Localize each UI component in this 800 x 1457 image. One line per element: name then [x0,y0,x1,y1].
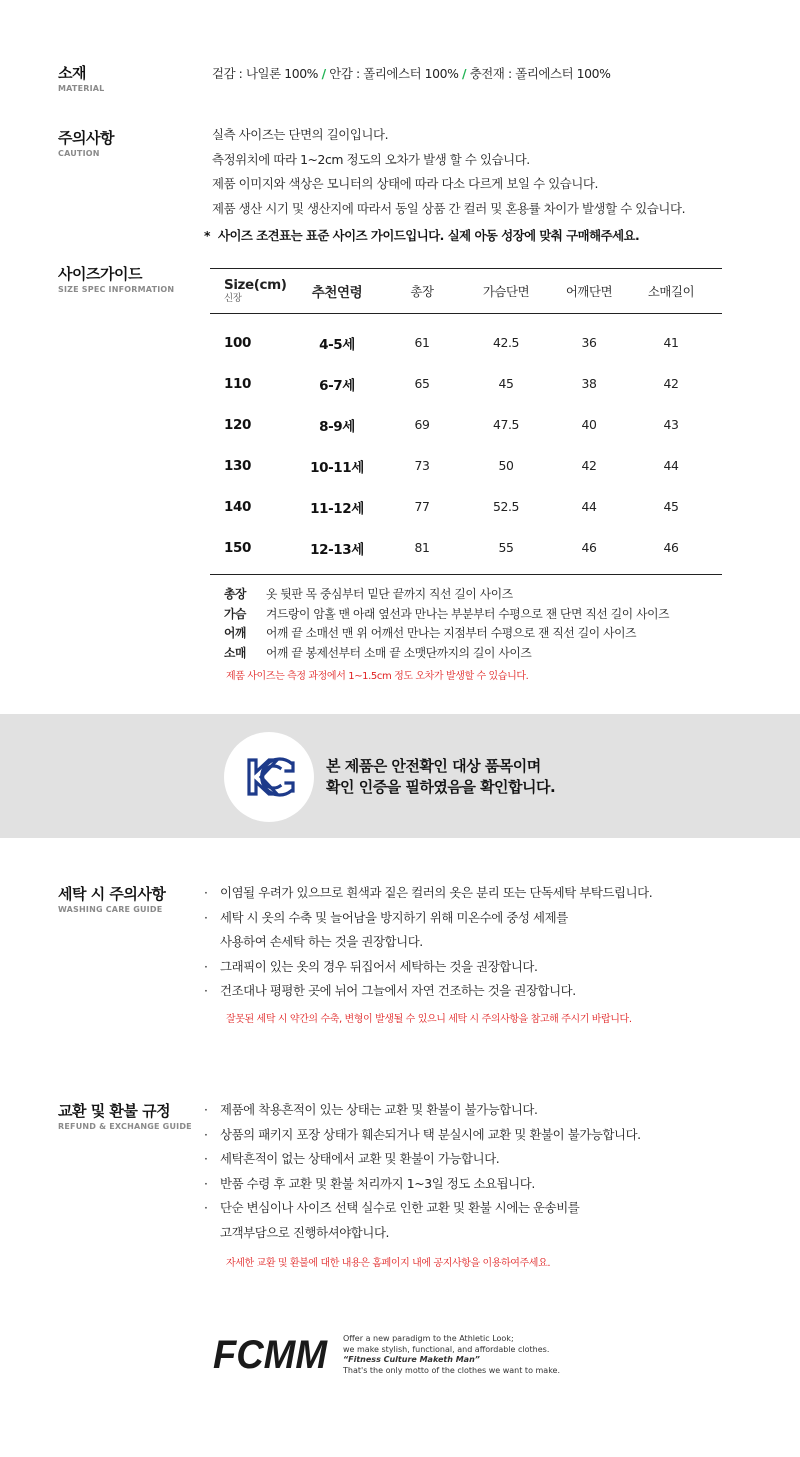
size-guide-title [58,265,174,295]
kc-line-1: 본 제품은 안전확인 대상 품목이며 [326,757,541,775]
cell-length: 69 [414,417,430,432]
cell-size: 130 [224,457,251,474]
bullet-mark: · [204,983,208,998]
definition-desc: 겨드랑이 암홀 맨 아래 옆선과 만나는 부분부터 수평으로 잰 단면 직선 길이 사이즈 [266,606,670,621]
cell-length: 65 [414,376,430,391]
cell-age: 11-12세 [310,500,364,517]
list-item-text: 건조대나 평평한 곳에 뉘어 그늘에서 자연 건조하는 것을 권장합니다. [220,983,576,998]
kc-statement [326,756,555,798]
definition-desc: 어깨 끝 봉제선부터 소매 끝 소맷단까지의 길이 사이즈 [266,645,532,660]
caution-line: 제품 생산 시기 및 생산지에 따라서 동일 상품 간 컬러 및 혼용률 차이가 발생할 수 있습니다. [212,200,686,216]
material-title [58,64,104,94]
cell-chest: 42.5 [493,335,519,350]
cell-shoulder: 40 [581,417,597,432]
table-row [210,363,722,404]
cell-age: 4-5세 [319,336,355,353]
list-item [204,979,652,1004]
list-item-continued [204,930,652,955]
header-sleeve: 소매길이 [647,284,695,299]
bullet-mark: · [204,958,208,974]
caution-title [58,129,114,159]
kc-line-2: 확인 인증을 필하였음을 확인합니다. [326,778,556,796]
table-row [210,486,722,527]
material-lining: 안감 : 폴리에스터 100% [329,66,459,81]
cell-age: 8-9세 [319,418,355,435]
cell-shoulder: 44 [581,499,597,514]
list-item-text: 반품 수령 후 교환 및 환불 처리까지 1~3일 정도 소요됩니다. [220,1175,535,1191]
refund-title [58,1102,192,1132]
bullet-mark: · [204,909,208,925]
fcmm-logo-text: FCMM [213,1333,329,1374]
kc-certification-band [0,714,800,838]
header-size-label: Size(cm) [224,277,287,293]
material-composition [212,62,611,87]
header-chest: 가슴단면 [482,284,530,299]
washing-red-note: 잘못된 세탁 시 약간의 수축, 변형이 발생될 수 있으니 세탁 시 주의사항을 참고해 주시기 바랍니다. [226,1014,632,1025]
caution-line: 제품 이미지와 색상은 모니터의 상태에 따라 다소 다르게 보일 수 있습니다. [212,176,599,191]
cell-length: 61 [414,335,430,350]
caution-lines [212,123,685,221]
size-table [210,268,722,575]
table-row [210,322,722,363]
definition-desc: 옷 뒷판 목 중심부터 밑단 끝까지 직선 길이 사이즈 [266,587,513,601]
cell-chest: 47.5 [493,417,519,432]
caution-title-en: CAUTION [58,149,100,158]
kc-mark-icon [224,732,314,822]
cell-chest: 50 [498,458,514,473]
size-guide-title-en: SIZE SPEC INFORMATION [58,285,175,294]
list-item [204,1123,641,1148]
material-separator: / [462,66,467,81]
cell-length: 81 [414,540,430,555]
list-item [204,1147,641,1172]
material-outer: 겉감 : 나일론 100% [212,66,319,81]
refund-red-note: 자세한 교환 및 환불에 대한 내용은 홈페이지 내에 공지사항을 이용하여주세요. [226,1258,551,1269]
bullet-mark: · [204,1126,208,1142]
caution-line: 실측 사이즈는 단면의 길이입니다. [212,127,389,142]
fcmm-logo [210,1330,330,1374]
material-separator: / [321,66,326,81]
list-item [204,906,652,931]
washing-title [58,885,165,915]
cell-age: 10-11세 [310,459,364,476]
list-item-text: 단순 변심이나 사이즈 선택 실수로 인한 교환 및 환불 시에는 운송비를 [220,1200,580,1215]
definition-item [224,585,669,605]
list-item-text: 세탁 시 옷의 수축 및 늘어남을 방지하기 위해 미온수에 중성 세제를 [220,909,568,925]
cell-sleeve: 45 [663,499,679,514]
washing-title-ko: 세탁 시 주의사항 [58,885,166,903]
table-row [210,404,722,445]
bullet-mark: · [204,1151,208,1166]
list-item-continued [204,1221,641,1246]
list-item-text: 이염될 우려가 있으므로 흰색과 짙은 컬러의 옷은 분리 또는 단독세탁 부탁드립니다. [220,885,653,900]
list-item-text: 상품의 패키지 포장 상태가 훼손되거나 택 분실시에 교환 및 환불이 불가능합니다. [220,1126,641,1142]
table-row [210,527,722,568]
list-item [204,1098,641,1123]
definition-term: 어깨 [224,626,246,640]
cell-shoulder: 38 [581,376,597,391]
cell-size: 150 [224,539,251,556]
header-size-sub: 신장 [224,293,242,304]
cell-age: 12-13세 [310,541,364,558]
cell-shoulder: 46 [581,540,597,555]
table-row [210,445,722,486]
brand-tagline [343,1334,560,1376]
definition-term: 소매 [224,645,246,660]
cell-chest: 45 [498,376,514,391]
size-red-note: 제품 사이즈는 측정 과정에서 1~1.5cm 정도 오차가 발생할 수 있습니다. [226,671,529,682]
cell-size: 140 [224,498,251,515]
cell-chest: 55 [498,540,514,555]
material-title-ko: 소재 [58,64,86,82]
cell-shoulder: 36 [581,335,597,350]
definition-item [224,624,669,644]
cell-age: 6-7세 [319,377,355,394]
cell-sleeve: 43 [663,417,679,432]
header-age: 추천연령 [311,285,363,301]
header-length: 총장 [410,284,434,299]
tagline-line: That's the only motto of the clothes we want to make. [343,1365,561,1375]
list-item-text: 고객부담으로 진행하셔야합니다. [220,1224,390,1240]
caution-line: 측정위치에 따라 1~2cm 정도의 오차가 발생 할 수 있습니다. [212,151,530,167]
header-shoulder: 어깨단면 [565,284,613,299]
definition-item [224,605,669,625]
caution-note [204,226,639,244]
cell-length: 73 [414,458,430,473]
cell-size: 100 [224,334,251,351]
list-item [204,955,652,980]
header-size [210,277,287,304]
note-mark: * [204,228,210,243]
tagline-line: we make stylish, functional, and affordable clothes. [343,1344,550,1354]
cell-length: 77 [414,499,430,514]
cell-sleeve: 44 [663,458,679,473]
refund-title-en: REFUND & EXCHANGE GUIDE [58,1122,192,1131]
cell-sleeve: 41 [663,335,679,350]
bullet-mark: · [204,885,208,900]
definition-item [224,644,669,664]
cell-shoulder: 42 [581,458,597,473]
definition-desc: 어깨 끝 소매선 맨 위 어깨선 만나는 지점부터 수평으로 잰 직선 길이 사이즈 [266,626,637,640]
size-table-header [210,269,722,314]
size-guide-title-ko: 사이즈가이드 [58,265,142,283]
kc-logo-circle [224,732,314,822]
cell-size: 120 [224,416,251,433]
definition-term: 가슴 [224,606,246,621]
tagline-motto: “Fitness Culture Maketh Man” [343,1355,480,1364]
caution-title-ko: 주의사항 [58,129,114,147]
tagline-line: Offer a new paradigm to the Athletic Look; [343,1334,514,1343]
refund-list [204,1098,641,1245]
note-text: 사이즈 조견표는 표준 사이즈 가이드입니다. 실제 아동 성장에 맞춰 구매해주세요. [217,228,640,243]
cell-sleeve: 46 [663,540,679,555]
material-title-en: MATERIAL [58,84,105,93]
list-item-text: 사용하여 손세탁 하는 것을 권장합니다. [220,934,423,949]
bullet-mark: · [204,1102,208,1117]
cell-size: 110 [224,375,251,392]
material-filling: 충전재 : 폴리에스터 100% [469,66,611,81]
definition-term: 총장 [224,587,246,601]
bullet-mark: · [204,1175,208,1191]
washing-list [204,881,652,1004]
list-item [204,1172,641,1197]
size-definitions [224,585,669,663]
bullet-mark: · [204,1200,208,1215]
list-item-text: 그래픽이 있는 옷의 경우 뒤집어서 세탁하는 것을 권장합니다. [220,958,538,974]
list-item [204,881,652,906]
list-item-text: 제품에 착용흔적이 있는 상태는 교환 및 환불이 불가능합니다. [220,1102,538,1117]
list-item [204,1196,641,1221]
washing-title-en: WASHING CARE GUIDE [58,905,163,914]
size-table-body [210,314,722,574]
cell-chest: 52.5 [493,499,519,514]
refund-title-ko: 교환 및 환불 규정 [58,1102,171,1120]
cell-sleeve: 42 [663,376,679,391]
list-item-text: 세탁흔적이 없는 상태에서 교환 및 환불이 가능합니다. [220,1151,500,1166]
